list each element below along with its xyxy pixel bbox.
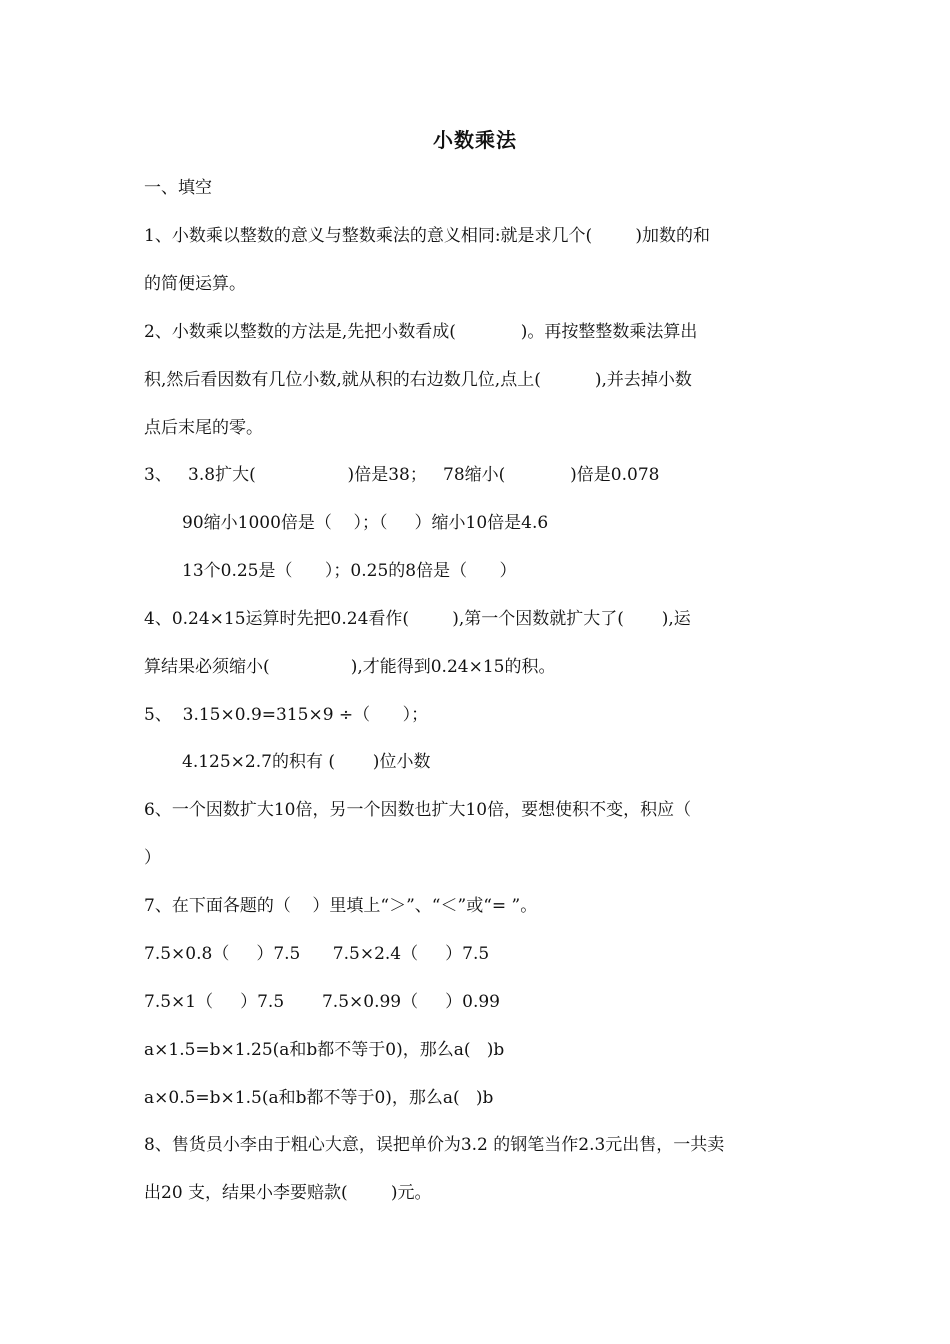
question-3-line-1: 3、 3.8扩大( )倍是38； 78缩小( )倍是0.078: [144, 465, 660, 485]
question-1-line-1: 1、小数乘以整数的意义与整数乘法的意义相同:就是求几个( )加数的和: [144, 226, 711, 246]
question-2-line-3: 点后末尾的零。: [144, 418, 263, 438]
question-2-line-2: 积,然后看因数有几位小数,就从积的右边数几位,点上( ),并去掉小数: [144, 370, 692, 390]
page-title: 小数乘法: [433, 128, 517, 152]
question-7-line-2: 7.5×0.8（ ）7.5 7.5×2.4（ ）7.5: [144, 944, 490, 964]
question-7-line-3: 7.5×1（ ）7.5 7.5×0.99（ ）0.99: [144, 992, 500, 1012]
question-8-line-2: 出20 支，结果小李要赔款( )元。: [144, 1183, 432, 1203]
question-1-line-2: 的简便运算。: [144, 274, 246, 294]
section-heading: 一、填空: [144, 178, 212, 198]
question-7-line-4: a×1.5=b×1.25(a和b都不等于0)，那么a( )b: [144, 1040, 505, 1060]
question-4-line-1: 4、0.24×15运算时先把0.24看作( ),第一个因数就扩大了( ),运: [144, 609, 691, 629]
question-5-line-1: 5、 3.15×0.9=315×9 ÷（ ）；: [144, 705, 429, 725]
question-8-line-1: 8、售货员小李由于粗心大意，误把单价为3.2 的钢笔当作2.3元出售，一共卖: [144, 1135, 725, 1155]
question-6-line-2: ）: [144, 848, 161, 868]
question-6-line-1: 6、一个因数扩大10倍，另一个因数也扩大10倍，要想使积不变，积应（: [144, 800, 692, 820]
question-7-line-5: a×0.5=b×1.5(a和b都不等于0)，那么a( )b: [144, 1088, 494, 1108]
question-7-line-1: 7、在下面各题的（ ）里填上“＞”、“＜”或“= ”。: [144, 896, 538, 916]
question-3-line-2: 90缩小1000倍是（ ）；（ ）缩小10倍是4.6: [182, 513, 549, 533]
question-3-line-3: 13个0.25是（ ）；0.25的8倍是（ ）: [182, 561, 517, 581]
question-4-line-2: 算结果必须缩小( ),才能得到0.24×15的积。: [144, 657, 556, 677]
question-2-line-1: 2、小数乘以整数的方法是,先把小数看成( )。再按整整数乘法算出: [144, 322, 698, 342]
question-5-line-2: 4.125×2.7的积有 ( )位小数: [182, 752, 431, 772]
